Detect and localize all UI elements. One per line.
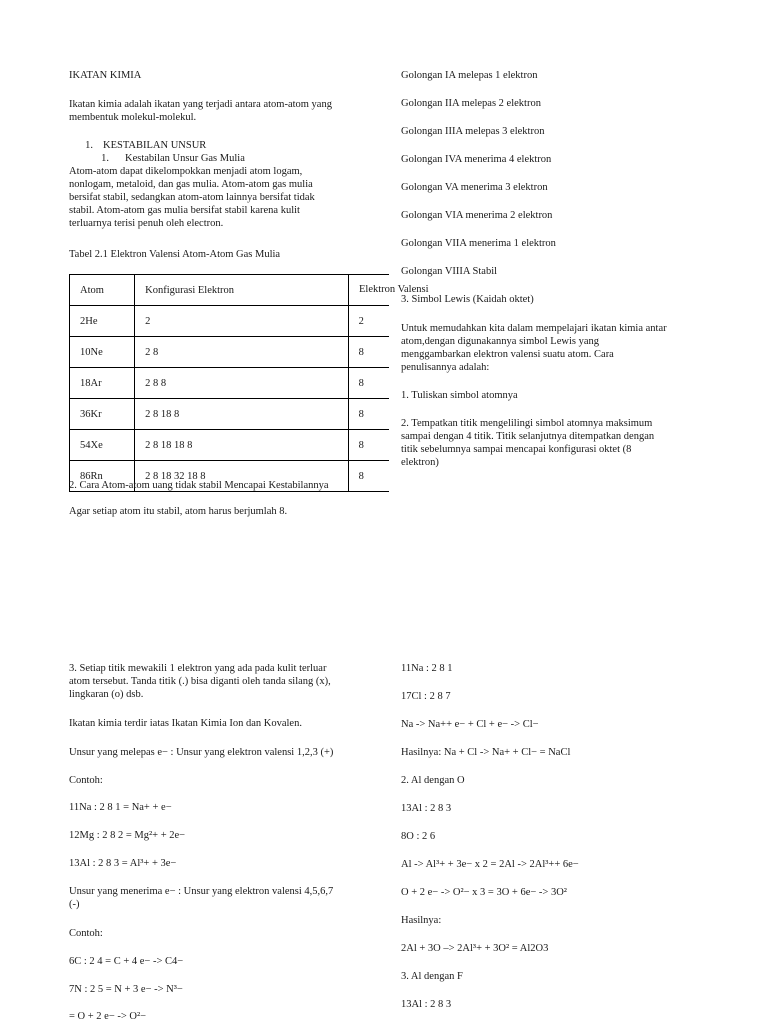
- subsection-1-number: 1.: [101, 153, 109, 164]
- cell-valensi: 2: [348, 306, 389, 337]
- right-column-bottom: [401, 0, 721, 1024]
- step-1: 1. Tuliskan simbol atomnya: [401, 390, 518, 401]
- cell-valensi: 8: [348, 430, 389, 461]
- melepas-text: Unsur yang melepas e− : Unsur yang elektron valensi 1,2,3 (+): [69, 747, 334, 758]
- equation-line: Hasilnya:: [401, 915, 442, 926]
- section-3-heading: 3. Simbol Lewis (Kaidah oktet): [401, 294, 534, 305]
- cell-konfigurasi: 2 8: [135, 337, 348, 368]
- menerima-text: [69, 885, 333, 911]
- step-3-line: lingkaran (o) dsb.: [69, 689, 144, 700]
- equation-o: = O + 2 e− -> O²−: [69, 1011, 147, 1022]
- step-3-line: 3. Setiap titik mewakili 1 elektron yang ada pada kulit terluar: [69, 663, 327, 674]
- contoh-label: Contoh:: [69, 775, 103, 786]
- equation-na: 11Na : 2 8 1 = Na+ + e−: [69, 802, 172, 813]
- equation-line: Al -> Al³+ + 3e− x 2 = 2Al -> 2Al³++ 6e−: [401, 859, 579, 870]
- cell-valensi: 8: [348, 399, 389, 430]
- contoh-label: Contoh:: [69, 928, 103, 939]
- menerima-line: (-): [69, 899, 80, 910]
- para-line: stabil. Atom-atom gas mulia bersifat stabil karena kulit: [69, 205, 300, 216]
- equation-line: 17Cl : 2 8 7: [401, 691, 451, 702]
- para-line: bersifat stabil, sedangkan atom-atom lainnya bersifat tidak: [69, 192, 315, 203]
- document-title: IKATAN KIMIA: [69, 70, 142, 81]
- cell-valensi: 8: [348, 368, 389, 399]
- step-2-line: 2. Tempatkan titik mengelilingi simbol atomnya maksimum: [401, 418, 653, 429]
- cell-valensi: 8: [348, 337, 389, 368]
- golongan-line: Golongan VIIA menerima 1 elektron: [401, 238, 556, 249]
- cell-atom: 36Kr: [70, 399, 135, 430]
- header-konfigurasi: Konfigurasi Elektron: [135, 275, 348, 306]
- para-line: nonlogam, metaloid, dan gas mulia. Atom-atom gas mulia: [69, 179, 313, 190]
- cell-valensi: 8: [348, 461, 389, 492]
- cell-konfigurasi: 2 8 18 18 8: [135, 430, 348, 461]
- golongan-line: Golongan IIIA melepas 3 elektron: [401, 126, 545, 137]
- intro-line: Ikatan kimia adalah ikatan yang terjadi antara atom-atom yang: [69, 99, 332, 110]
- cell-konfigurasi: 2 8 18 8: [135, 399, 348, 430]
- para-line: Atom-atom dapat dikelompokkan menjadi atom logam,: [69, 166, 303, 177]
- cell-atom: 18Ar: [70, 368, 135, 399]
- equation-line: 13Al : 2 8 3: [401, 803, 452, 814]
- golongan-line: Golongan VA menerima 3 elektron: [401, 182, 548, 193]
- cell-atom: 10Ne: [70, 337, 135, 368]
- equation-line: Hasilnya: Na + Cl -> Na+ + Cl− = NaCl: [401, 747, 571, 758]
- step-2-line: elektron): [401, 457, 439, 468]
- golongan-line: Golongan VIA menerima 2 elektron: [401, 210, 553, 221]
- equation-mg: 12Mg : 2 8 2 = Mg²+ + 2e−: [69, 830, 186, 841]
- section-2-heading: 2. Cara Atom-atom uang tidak stabil Mencapai Kestabilannya: [69, 480, 329, 491]
- equation-c: 6C : 2 4 = C + 4 e− -> C4−: [69, 956, 184, 967]
- menerima-line: Unsur yang menerima e− : Unsur yang elektron valensi 4,5,6,7: [69, 886, 334, 897]
- header-valensi: Elektron Valensi: [359, 284, 429, 295]
- golongan-line: Golongan IA melepas 1 elektron: [401, 70, 538, 81]
- para-line: terluarnya terisi penuh oleh electron.: [69, 218, 224, 229]
- table-caption: Tabel 2.1 Elektron Valensi Atom-Atom Gas Mulia: [69, 249, 281, 260]
- equation-line: 8O : 2 6: [401, 831, 436, 842]
- step-2-line: sampai dengan 4 titik. Titik selanjutnya ditempatkan dengan: [401, 431, 655, 442]
- equation-line: 13Al : 2 8 3: [401, 999, 452, 1010]
- left-column-bottom: [69, 0, 389, 1024]
- lewis-line: menggambarkan elektron valensi suatu atom. Cara: [401, 349, 614, 360]
- header-atom: Atom: [70, 275, 135, 306]
- section-2-text: Agar setiap atom itu stabil, atom harus berjumlah 8.: [69, 506, 288, 517]
- step-3: [69, 662, 331, 701]
- equation-line: 2. Al dengan O: [401, 775, 465, 786]
- ion-kovalen-text: Ikatan kimia terdir iatas Ikatan Kimia Ion dan Kovalen.: [69, 718, 302, 729]
- cell-atom: 54Xe: [70, 430, 135, 461]
- golongan-line: Golongan VIIIA Stabil: [401, 266, 498, 277]
- equation-line: Na -> Na++ e− + Cl + e− -> Cl−: [401, 719, 539, 730]
- cell-atom: 2He: [70, 306, 135, 337]
- cell-atom: 86Rn: [70, 461, 135, 492]
- lewis-line: atom,dengan digunakannya simbol Lewis yang: [401, 336, 599, 347]
- equation-line: 11Na : 2 8 1: [401, 663, 453, 674]
- section-1-title: KESTABILAN UNSUR: [103, 140, 207, 151]
- step-3-line: atom tersebut. Tanda titik (.) bisa diganti oleh tanda silang (x),: [69, 676, 331, 687]
- equation-line: 2Al + 3O –> 2Al³+ + 3O² = Al2O3: [401, 943, 549, 954]
- equation-line: 3. Al dengan F: [401, 971, 463, 982]
- cell-konfigurasi: 2: [135, 306, 348, 337]
- equation-al: 13Al : 2 8 3 = Al³+ + 3e−: [69, 858, 177, 869]
- cell-konfigurasi: 2 8 18 32 18 8: [135, 461, 348, 492]
- equation-line: O + 2 e− -> O²− x 3 = 3O + 6e− -> 3O²: [401, 887, 567, 898]
- lewis-line: Untuk memudahkan kita dalam mempelajari ikatan kimia antar: [401, 323, 667, 334]
- lewis-line: penulisannya adalah:: [401, 362, 490, 373]
- cell-konfigurasi: 2 8 8: [135, 368, 348, 399]
- step-2-line: titik sebelumnya sampai mencapai konfigurasi oktet (8: [401, 444, 632, 455]
- intro-line: membentuk molekul-molekul.: [69, 112, 197, 123]
- section-1-number: 1.: [85, 140, 93, 151]
- golongan-line: Golongan IVA menerima 4 elektron: [401, 154, 552, 165]
- subsection-1-title: Kestabilan Unsur Gas Mulia: [125, 153, 245, 164]
- golongan-line: Golongan IIA melepas 2 elektron: [401, 98, 541, 109]
- equation-n: 7N : 2 5 = N + 3 e− -> N³−: [69, 984, 183, 995]
